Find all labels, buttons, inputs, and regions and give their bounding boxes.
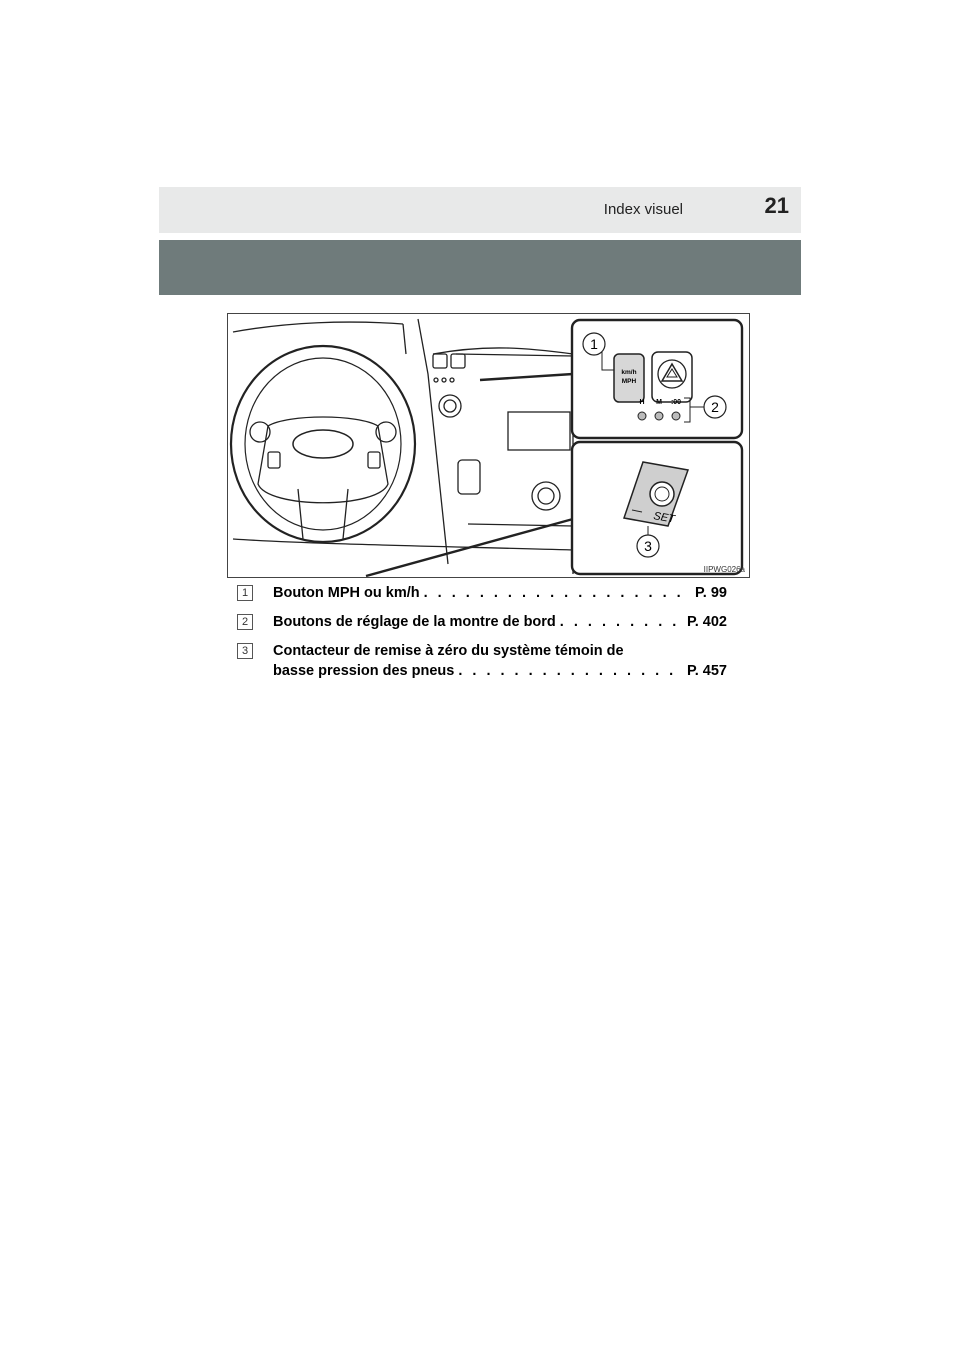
list-item bbox=[237, 583, 727, 603]
list-item bbox=[237, 612, 727, 632]
leader-dots bbox=[560, 612, 683, 632]
item-label: Boutons de réglage de la montre de bord bbox=[273, 614, 556, 630]
page-reference-link[interactable]: P. 99 bbox=[695, 585, 727, 601]
dashboard-illustration bbox=[227, 313, 750, 578]
kmh-label-top: km/h bbox=[621, 369, 637, 376]
item-number: 1 bbox=[237, 585, 253, 601]
callout-1: 1 bbox=[590, 336, 598, 352]
list-item bbox=[237, 641, 727, 681]
page-reference-link[interactable]: P. 457 bbox=[686, 663, 727, 679]
section-bar bbox=[159, 240, 801, 295]
item-label-line1: Contacteur de remise à zéro du système témoin de bbox=[273, 643, 624, 659]
clock-m-label: M bbox=[656, 399, 662, 406]
callout-3: 3 bbox=[644, 538, 652, 554]
item-number: 3 bbox=[237, 643, 253, 659]
figure-code: IIPWG026a bbox=[703, 565, 745, 574]
section-title: Index visuel bbox=[603, 201, 683, 218]
leader-dots bbox=[424, 583, 691, 603]
clock-00-label: :00 bbox=[670, 399, 682, 406]
leader-dots bbox=[458, 661, 683, 681]
set-label: SET bbox=[652, 510, 676, 526]
item-list bbox=[237, 583, 727, 690]
dashboard-drawing bbox=[228, 314, 750, 578]
page-reference-link[interactable]: P. 402 bbox=[686, 614, 727, 630]
item-number: 2 bbox=[237, 614, 253, 630]
item-label: basse pression des pneus bbox=[273, 663, 455, 679]
clock-h-label: H bbox=[639, 399, 645, 406]
page-number: 21 bbox=[764, 193, 789, 218]
kmh-label-bottom: MPH bbox=[621, 378, 637, 385]
item-label: Bouton MPH ou km/h bbox=[273, 585, 420, 601]
page-header bbox=[159, 187, 801, 233]
callout-2: 2 bbox=[711, 399, 719, 415]
